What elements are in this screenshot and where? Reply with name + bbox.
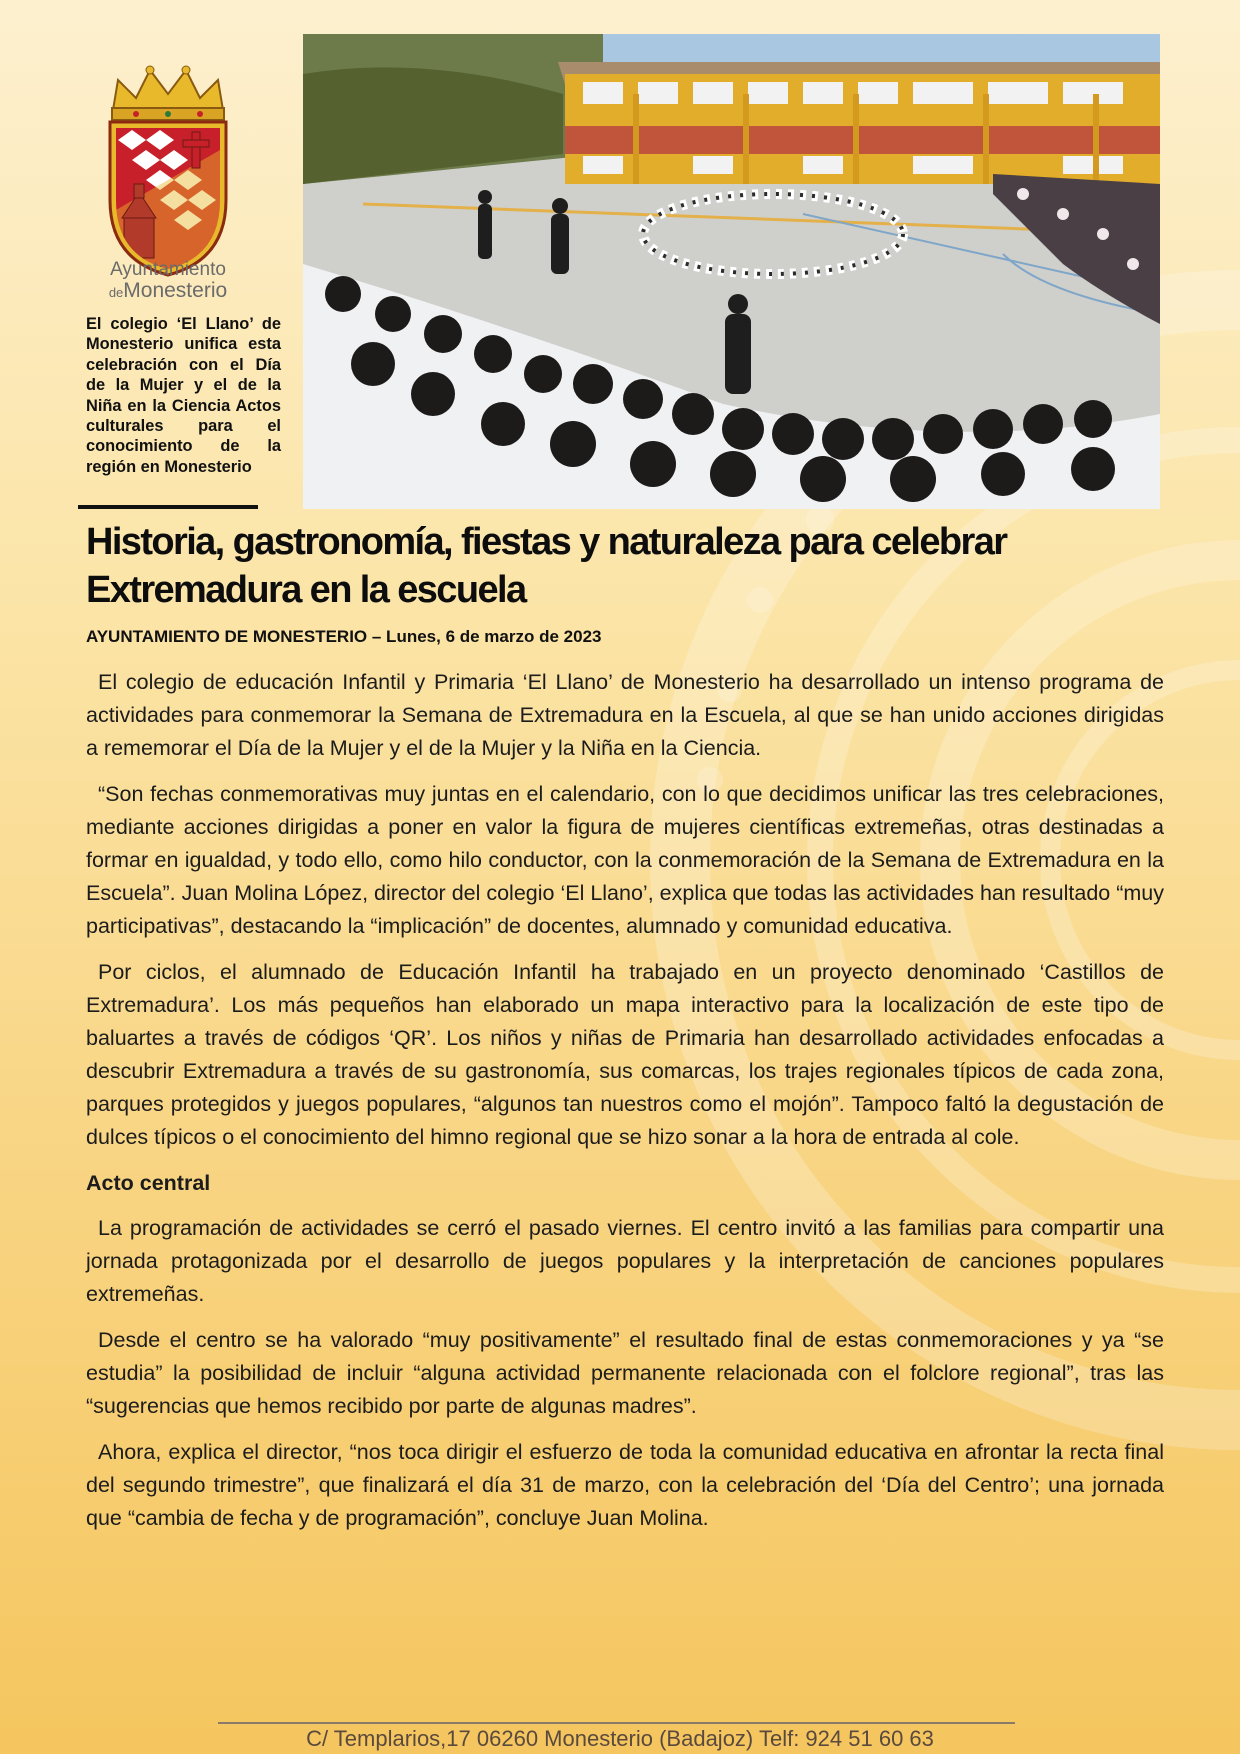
body-paragraph: “Son fechas conmemorativas muy juntas en el calendario, con lo que decidimos unificar las tres celebraciones, mediante acciones dirigidas a poner en valor la figura de mujeres científicas extremeñas, otras destinadas a formar en igualdad, y todo ello, como hilo conductor, con la conmemoración de la Semana de Extremadura en la Escuela”. Juan Molina López, director del colegio ‘El Llano’, explica que todas las actividades han resultado “muy participativas”, destacando la “implicación” de docentes, alumnado y comunidad educativa. [86, 782, 1165, 938]
footer-divider [218, 1722, 1015, 1724]
article-headline: Historia, gastronomía, fiestas y naturaleza para celebrar Extremadura en la escuela [86, 521, 1007, 611]
body-paragraph: Por ciclos, el alumnado de Educación Infantil ha trabajado en un proyecto denominado ‘Castillos de Extremadura’. Los más pequeños han elaborado un mapa interactivo para la localización de este tipo de baluartes a través de códigos ‘QR’. Los niños y niñas de Primaria han desarrollado actividades enfocadas a descubrir Extremadura a través de su gastronomía, sus comarcas, los trajes regionales típicos de cada zona, parques protegidos y juegos populares, “algunos tan nuestros como el mojón”. Tampoco faltó la degustación de dulces típicos o el conocimiento del himno regional que se hizo sonar a la hora de entrada al cole. [86, 960, 1164, 1149]
crown-icon [112, 66, 224, 120]
logo-name-line1: Ayuntamiento [110, 259, 226, 280]
article-byline: AYUNTAMIENTO DE MONESTERIO – Lunes, 6 de marzo de 2023 [86, 627, 602, 646]
ayuntamiento-name [78, 260, 258, 302]
subheading-divider [78, 505, 258, 509]
body-paragraph: Ahora, explica el director, “nos toca dirigir el esfuerzo de toda la comunidad educativa en afrontar la recta final del segundo trimestre”, que finalizará el día 31 de marzo, con la celebración del ‘Día del Centro’; una jornada que “cambia de fecha y de programación”, concluye Juan Molina. [86, 1440, 1164, 1530]
body-paragraph: La programación de actividades se cerró el pasado viernes. El centro invitó a las familias para compartir una jornada protagonizada por el desarrollo de juegos populares y la interpretación de canciones populares extremeñas. [86, 1216, 1164, 1306]
logo-name-line2: deMonesterio [108, 278, 228, 302]
article-body [86, 666, 1164, 1548]
section-heading: Acto central [86, 1171, 211, 1195]
footer-address: C/ Templarios,17 06260 Monesterio (Badajoz) Telf: 924 51 60 63 [306, 1726, 934, 1751]
body-paragraph: El colegio de educación Infantil y Primaria ‘El Llano’ de Monesterio ha desarrollado un intenso programa de actividades para conmemorar la Semana de Extremadura en la Escuela, al que se han unido acciones dirigidas a rememorar el Día de la Mujer y el de la Mujer y la Niña en la Ciencia. [86, 670, 1164, 760]
article-subheading: El colegio ‘El Llano’ de Monesterio unifica esta celebración con el Día de la Mujer y el de la Niña en la Ciencia Actos culturales para el conocimiento de la región en Monesterio [86, 315, 281, 476]
body-paragraph: Desde el centro se ha valorado “muy positivamente” el resultado final de estas conmemoraciones y ya “se estudia” la posibilidad de incluir “alguna actividad permanente relacionada con el folclore regional”, tras las “sugerencias que hemos recibido por parte de algunas madres”. [86, 1328, 1164, 1418]
school-courtyard-photo [303, 34, 1160, 509]
